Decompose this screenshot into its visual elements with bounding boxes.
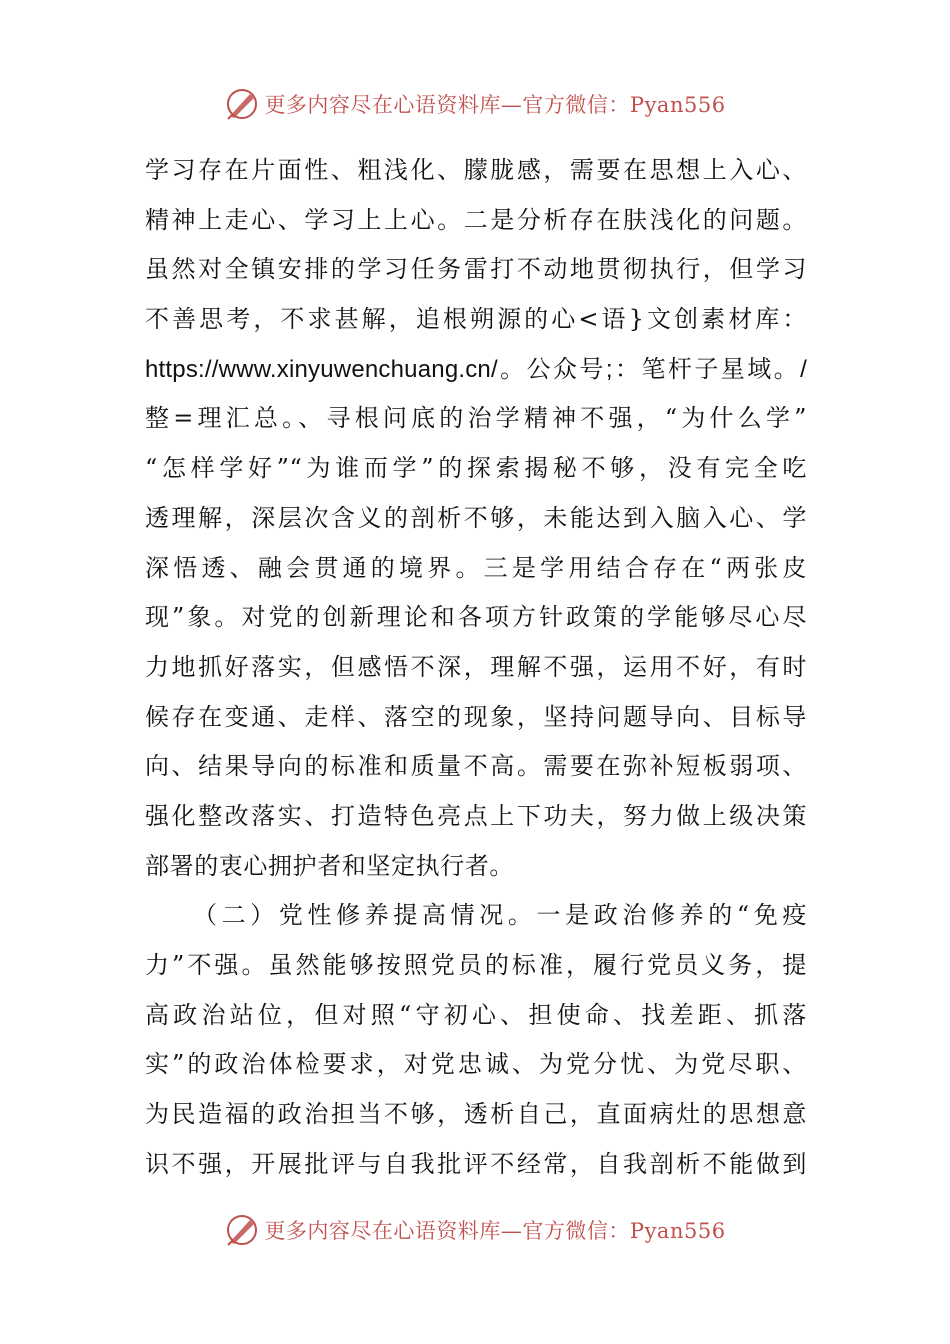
body-line: 透理解，深层次含义的剖析不够，未能达到入脑入心、学 — [145, 503, 807, 532]
body-line: 部署的衷心拥护者和坚定执行者。 — [145, 851, 514, 880]
body-line: 高政治站位，但对照“守初心、担使命、找差距、抓落 — [145, 1000, 807, 1029]
body-line: “怎样学好”“为谁而学”的探索揭秘不够，没有完全吃 — [145, 454, 807, 483]
body-line: 虽然对全镇安排的学习任务雷打不动地贯彻执行，但学习 — [145, 255, 807, 284]
body-line: 强化整改落实、打造特色亮点上下功夫，努力做上级决策 — [145, 801, 807, 830]
body-line: 现”象。对党的创新理论和各项方针政策的学能够尽心尽 — [145, 603, 807, 632]
body-line: 力地抓好落实，但感悟不深，理解不强，运用不好，有时 — [145, 652, 807, 681]
body-line-url: https://www.xinyuwenchuang.cn/。公众号;：笔杆子星域。/ — [145, 355, 807, 383]
body-line: 整=理汇总。、寻根问底的治学精神不强，“为什么学” — [145, 404, 807, 433]
body-line: 实”的政治体检要求，对党忠诚、为党分忧、为党尽职、 — [145, 1050, 807, 1079]
body-line: 精神上走心、学习上上心。二是分析存在肤浅化的问题。 — [145, 205, 807, 234]
body-line: 向、结果导向的标准和质量不高。需要在弥补短板弱项、 — [145, 752, 807, 781]
section-heading-line: （二）党性修养提高情况。一是政治修养的“免疫 — [193, 901, 807, 930]
document-body — [145, 146, 807, 1189]
body-line: 不善思考，不求甚解，追根朔源的心<语}文创素材库： — [145, 305, 807, 334]
body-line: 深悟透、融会贯通的境界。三是学用结合存在“两张皮 — [145, 553, 807, 582]
footer-banner-text: 更多内容尽在心语资料库—官方微信：Pyan556 — [264, 1219, 726, 1243]
pen-logo-icon — [224, 86, 260, 122]
body-line: 力”不强。虽然能够按照党员的标准，履行党员义务，提 — [145, 951, 807, 979]
body-line: 候存在变通、走样、落空的现象，坚持问题导向、目标导 — [145, 702, 807, 731]
header-banner-text: 更多内容尽在心语资料库—官方微信：Pyan556 — [264, 93, 726, 117]
pen-logo-icon — [224, 1212, 260, 1248]
body-line: 为民造福的政治担当不够，透析自己，直面病灶的思想意 — [145, 1100, 807, 1129]
header-watermark-banner — [0, 84, 950, 124]
body-line: 学习存在片面性、粗浅化、朦胧感，需要在思想上入心、 — [145, 156, 807, 184]
body-line: 识不强，开展批评与自我批评不经常，自我剖析不能做到 — [145, 1149, 807, 1178]
footer-watermark-banner — [0, 1210, 950, 1250]
